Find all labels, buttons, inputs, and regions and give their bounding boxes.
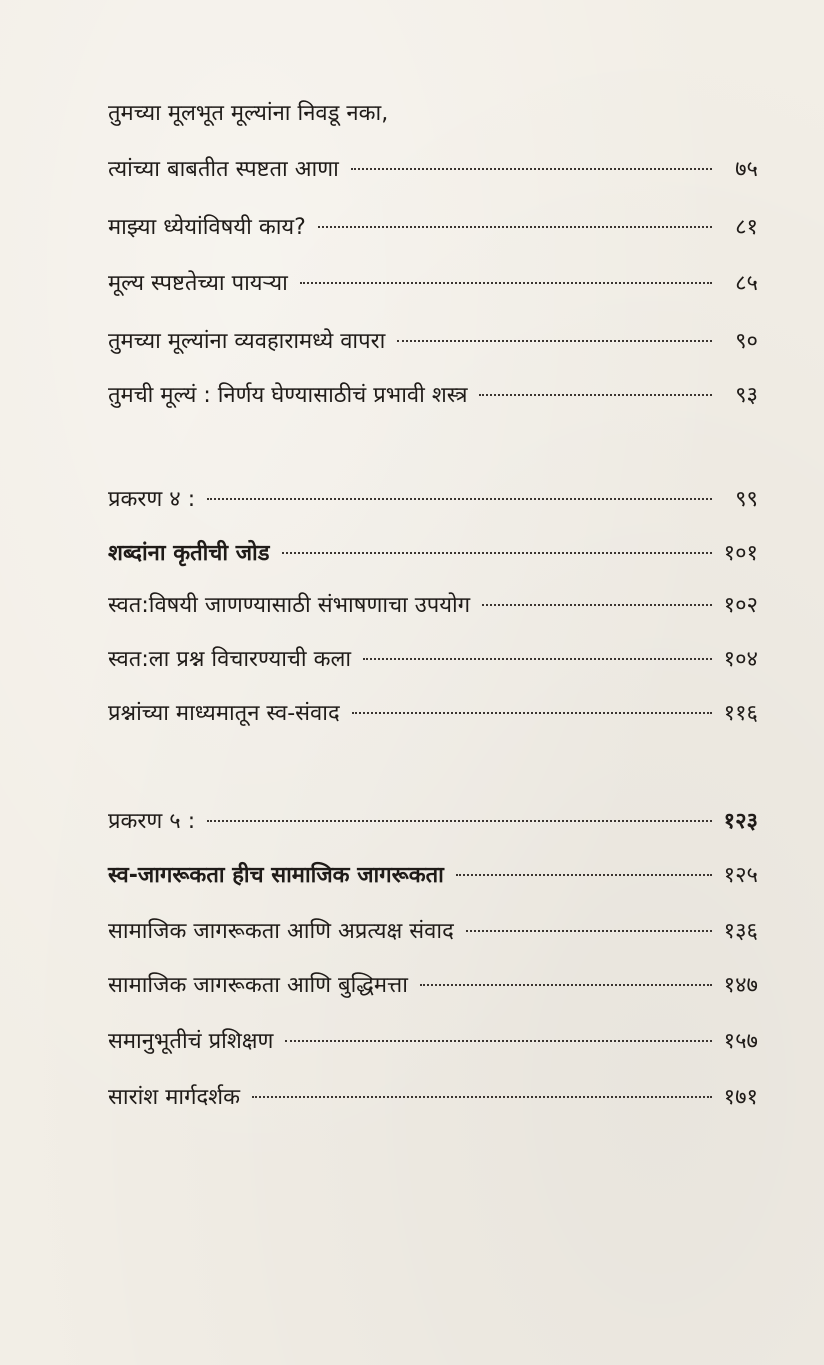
toc-entry [108, 862, 758, 890]
leader-dots [456, 874, 712, 876]
chapter-title: प्रकरण ४ : [108, 487, 196, 512]
leader-dots [482, 604, 712, 606]
toc-entry-page: १७१ [723, 1085, 758, 1110]
toc-entry-page: १३६ [723, 919, 758, 944]
leader-dots [352, 712, 712, 714]
leader-dots [466, 930, 712, 932]
toc-entry-title: माझ्या ध्येयांविषयी काय? [108, 215, 306, 240]
toc-entry-page: ९० [735, 329, 758, 354]
toc-entry-page: ११६ [723, 701, 758, 726]
leader-dots [207, 498, 712, 500]
toc-entry-title: प्रश्नांच्या माध्यमातून स्व-संवाद [108, 701, 340, 726]
toc-entry-page: १०१ [723, 541, 758, 566]
leader-dots [252, 1096, 712, 1098]
toc-entry-title: तुमची मूल्यं : निर्णय घेण्यासाठीचं प्रभावी शस्त्र [108, 383, 468, 408]
toc-entry-page: १०४ [723, 647, 758, 672]
toc-entry-page: १२५ [723, 863, 758, 888]
leader-dots [282, 552, 713, 554]
toc-entry-title: त्यांच्या बाबतीत स्पष्टता आणा [108, 157, 339, 182]
chapter-heading [108, 808, 758, 836]
toc-entry [108, 972, 758, 1000]
chapter-page: १२३ [723, 809, 758, 834]
toc-entry-page: १०२ [723, 593, 758, 618]
toc-entry-title: स्वत:विषयी जाणण्यासाठी संभाषणाचा उपयोग [108, 593, 471, 618]
toc-entry [108, 918, 758, 946]
toc-entry-page: ८१ [735, 215, 758, 240]
toc-entry [108, 270, 758, 298]
toc-entry-title: शब्दांना कृतीची जोड [108, 541, 270, 566]
leader-dots [351, 168, 712, 170]
leader-dots [207, 820, 712, 822]
leader-dots [363, 658, 712, 660]
chapter-page: ९९ [735, 487, 758, 512]
leader-dots [397, 340, 712, 342]
chapter-title: प्रकरण ५ : [108, 809, 196, 834]
leader-dots [285, 1040, 712, 1042]
toc-entry-title: सारांश मार्गदर्शक [108, 1085, 240, 1110]
toc-entry [108, 1084, 758, 1112]
leader-dots [300, 282, 712, 284]
toc-entry-title: सामाजिक जागरूकता आणि अप्रत्यक्ष संवाद [108, 919, 454, 944]
toc-entry-title: तुमच्या मूलभूत मूल्यांना निवडू नका, [108, 101, 389, 126]
toc-entry [108, 540, 758, 568]
toc-entry [108, 592, 758, 620]
toc-entry-title: स्वत:ला प्रश्न विचारण्याची कला [108, 647, 352, 672]
toc-entry [108, 1028, 758, 1056]
toc-entry-page: १४७ [723, 973, 758, 998]
toc-entry-page: ९३ [735, 383, 758, 408]
leader-dots [479, 394, 712, 396]
toc-entry-title: तुमच्या मूल्यांना व्यवहारामध्ये वापरा [108, 329, 386, 354]
toc-entry-title: मूल्य स्पष्टतेच्या पायऱ्या [108, 271, 288, 296]
toc-entry [108, 328, 758, 356]
toc-entry [108, 700, 758, 728]
toc-entry-title: सामाजिक जागरूकता आणि बुद्धिमत्ता [108, 973, 408, 998]
toc-entry-page: १५७ [723, 1029, 758, 1054]
toc-entry-title: समानुभूतीचं प्रशिक्षण [108, 1029, 274, 1054]
toc-entry [108, 100, 758, 128]
toc-entry-title: स्व-जागरूकता हीच सामाजिक जागरूकता [108, 863, 444, 888]
toc-entry-page: ८५ [735, 271, 758, 296]
toc-entry-page: ७५ [735, 157, 758, 182]
toc-entry [108, 156, 758, 184]
toc-entry [108, 646, 758, 674]
toc-entry [108, 382, 758, 410]
toc-entry [108, 214, 758, 242]
leader-dots [318, 226, 712, 228]
chapter-heading [108, 486, 758, 514]
leader-dots [420, 984, 712, 986]
